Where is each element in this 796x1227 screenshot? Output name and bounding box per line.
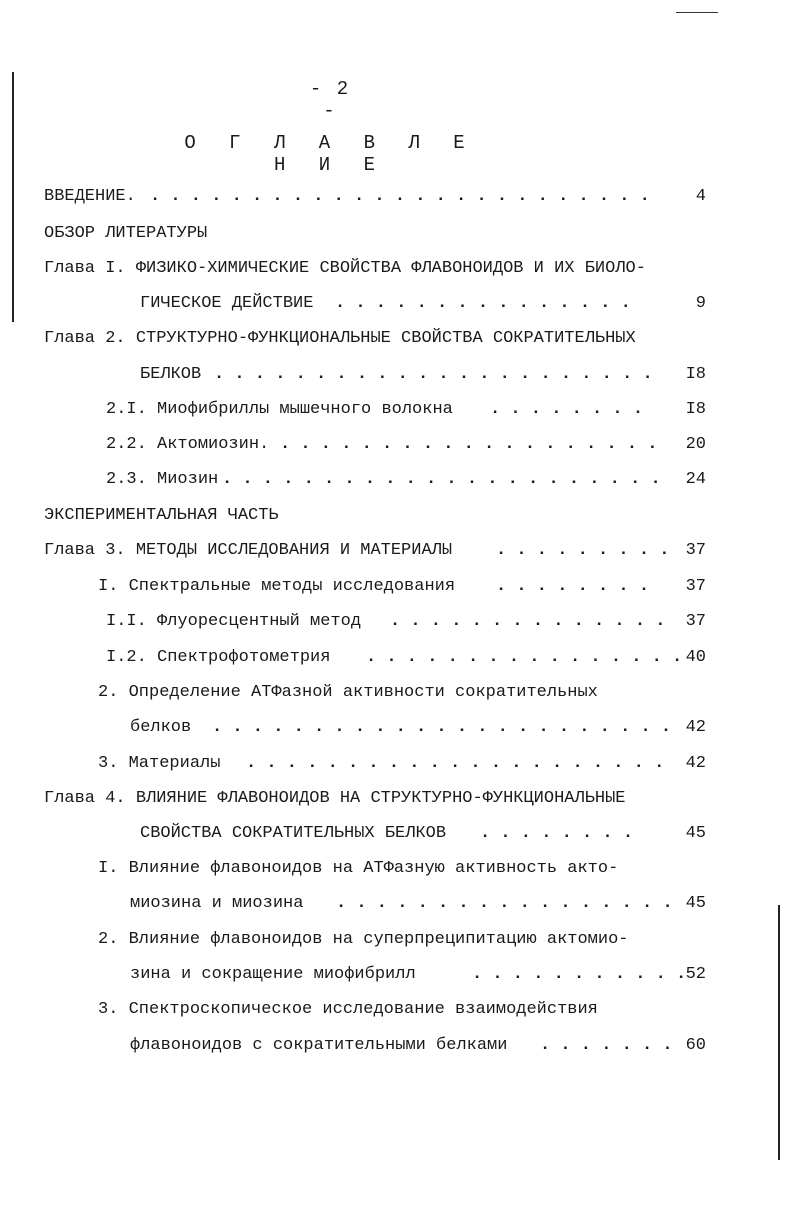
toc-subentry[interactable] bbox=[0, 645, 796, 671]
toc-entry-dots: . . . . . . . bbox=[540, 1036, 673, 1055]
toc-entry-page: I8 bbox=[685, 400, 706, 419]
toc-subentry[interactable] bbox=[0, 927, 796, 953]
toc-subentry[interactable] bbox=[0, 574, 796, 600]
toc-entry-text: зина и сокращение миофибрилл bbox=[130, 965, 416, 984]
toc-entry-dots: . . . . . . . . . . . . . . . . . . . . . . . . . bbox=[150, 187, 650, 206]
toc-entry-text: 2. Определение АТФазной активности сократительных bbox=[98, 683, 598, 702]
toc-section-heading[interactable] bbox=[0, 221, 796, 247]
toc-title: О Г Л А В Л Е Н И Е bbox=[184, 132, 476, 176]
toc-entry-page: 42 bbox=[685, 754, 706, 773]
toc-entry-page: 9 bbox=[695, 294, 706, 313]
toc-entry-page: 20 bbox=[685, 435, 706, 454]
toc-subentry[interactable] bbox=[0, 397, 796, 423]
toc-entry[interactable] bbox=[0, 786, 796, 812]
toc-entry-page: I8 bbox=[685, 365, 706, 384]
toc-entry-dots: . . . . . . . . . . . . . . bbox=[390, 612, 666, 631]
toc-entry-text: 3. Материалы bbox=[98, 754, 221, 773]
toc-entry-dots: . . . . . . . . . . . . . . . . . . . . . . . bbox=[212, 718, 672, 737]
toc-entry-text: 2.2. Актомиозин. bbox=[106, 435, 270, 454]
toc-entry-text: флавоноидов с сократительными белками bbox=[130, 1036, 508, 1055]
toc-entry-page: 24 bbox=[685, 470, 706, 489]
toc-entry-text: I. Влияние флавоноидов на АТФазную активность акто- bbox=[98, 859, 619, 878]
toc-entry-page: 60 bbox=[685, 1036, 706, 1055]
toc-entry-text: Глава 4. ВЛИЯНИЕ ФЛАВОНОИДОВ НА СТРУКТУРНО-ФУНКЦИОНАЛЬНЫЕ bbox=[44, 789, 626, 808]
toc-entry-text: Глава I. ФИЗИКО-ХИМИЧЕСКИЕ СВОЙСТВА ФЛАВОНОИДОВ И ИХ БИОЛО- bbox=[44, 259, 646, 278]
toc-entry-continuation[interactable] bbox=[0, 821, 796, 847]
toc-entry-page: 45 bbox=[685, 824, 706, 843]
toc-entry-text: миозина и миозина bbox=[130, 894, 304, 913]
toc-entry[interactable] bbox=[0, 326, 796, 352]
toc-entry-continuation[interactable] bbox=[0, 891, 796, 917]
page-number: - 2 - bbox=[309, 78, 351, 122]
toc-entry-continuation[interactable] bbox=[0, 962, 796, 988]
scan-artifact-rule bbox=[676, 12, 718, 13]
toc-subentry[interactable] bbox=[0, 432, 796, 458]
toc-entry-page: 37 bbox=[685, 541, 706, 560]
toc-entry-page: 52 bbox=[685, 965, 706, 984]
toc-subentry[interactable] bbox=[0, 467, 796, 493]
toc-entry-page: 45 bbox=[685, 894, 706, 913]
toc-entry[interactable] bbox=[0, 538, 796, 564]
toc-entry-dots: . . . . . . . . . . . . . . . . . . . . . bbox=[246, 754, 665, 773]
toc-entry-dots: . . . . . . . . . . . . . . . . . . . . . . bbox=[214, 365, 653, 384]
toc-subentry[interactable] bbox=[0, 751, 796, 777]
toc-entry-text: СВОЙСТВА СОКРАТИТЕЛЬНЫХ БЕЛКОВ bbox=[140, 824, 447, 843]
toc-entry-dots: . . . . . . . . bbox=[490, 400, 644, 419]
toc-entry-text: ВВЕДЕНИЕ. bbox=[44, 187, 136, 206]
toc-entry-text: 2.3. Миозин bbox=[106, 470, 219, 489]
toc-entry-page: 42 bbox=[685, 718, 706, 737]
toc-entry-text: ГИЧЕСКОЕ ДЕЙСТВИЕ bbox=[140, 294, 314, 313]
toc-entry-text: 3. Спектроскопическое исследование взаимодействия bbox=[98, 1000, 598, 1019]
toc-subentry[interactable] bbox=[0, 997, 796, 1023]
toc-entry-dots: . . . . . . . . . . . . . . . . bbox=[366, 648, 683, 667]
toc-entry-text: ЭКСПЕРИМЕНТАЛЬНАЯ ЧАСТЬ bbox=[44, 506, 279, 525]
toc-entry-dots: . . . . . . . . bbox=[496, 577, 650, 596]
toc-entry-text: белков bbox=[130, 718, 192, 737]
toc-entry-continuation[interactable] bbox=[0, 362, 796, 388]
toc-entry[interactable] bbox=[0, 256, 796, 282]
toc-entry-page: 37 bbox=[685, 577, 706, 596]
toc-entry-page: 4 bbox=[695, 187, 706, 206]
toc-subentry[interactable] bbox=[0, 680, 796, 706]
toc-entry-text: 2.I. Миофибриллы мышечного волокна bbox=[106, 400, 453, 419]
toc-section-heading[interactable] bbox=[0, 503, 796, 529]
toc-entry-dots: . . . . . . . . . . . bbox=[472, 965, 687, 984]
toc-entry-page: 40 bbox=[685, 648, 706, 667]
toc-entry-text: Глава 2. СТРУКТУРНО-ФУНКЦИОНАЛЬНЫЕ СВОЙСТВА СОКРАТИТЕЛЬНЫХ bbox=[44, 329, 636, 348]
toc-entry-page: 37 bbox=[685, 612, 706, 631]
toc-entry-continuation[interactable] bbox=[0, 291, 796, 317]
toc-entry-continuation[interactable] bbox=[0, 1033, 796, 1059]
toc-entry-text: 2. Влияние флавоноидов на суперпреципитацию актомио- bbox=[98, 930, 629, 949]
toc-entry-dots: . . . . . . . . . bbox=[496, 541, 670, 560]
toc-entry-text: БЕЛКОВ bbox=[140, 365, 202, 384]
toc-entry-dots: . . . . . . . . . . . . . . . bbox=[335, 294, 631, 313]
toc-subentry[interactable] bbox=[0, 856, 796, 882]
toc-entry-text: I. Спектральные методы исследования bbox=[98, 577, 456, 596]
toc-entry-dots: . . . . . . . . . . . . . . . . . . . bbox=[280, 435, 658, 454]
toc-subentry[interactable] bbox=[0, 609, 796, 635]
toc-entry-text: ОБЗОР ЛИТЕРАТУРЫ bbox=[44, 224, 208, 243]
toc-entry-text: Глава 3. МЕТОДЫ ИССЛЕДОВАНИЯ И МАТЕРИАЛЫ bbox=[44, 541, 453, 560]
toc-entry[interactable] bbox=[0, 184, 796, 210]
toc-entry-text: I.I. Флуоресцентный метод bbox=[106, 612, 362, 631]
toc-entry-continuation[interactable] bbox=[0, 715, 796, 741]
toc-entry-dots: . . . . . . . . . . . . . . . . . . . . . . bbox=[222, 470, 661, 489]
toc-entry-dots: . . . . . . . . bbox=[480, 824, 634, 843]
toc-entry-dots: . . . . . . . . . . . . . . . . . bbox=[336, 894, 673, 913]
toc-entry-text: I.2. Спектрофотометрия bbox=[106, 648, 331, 667]
